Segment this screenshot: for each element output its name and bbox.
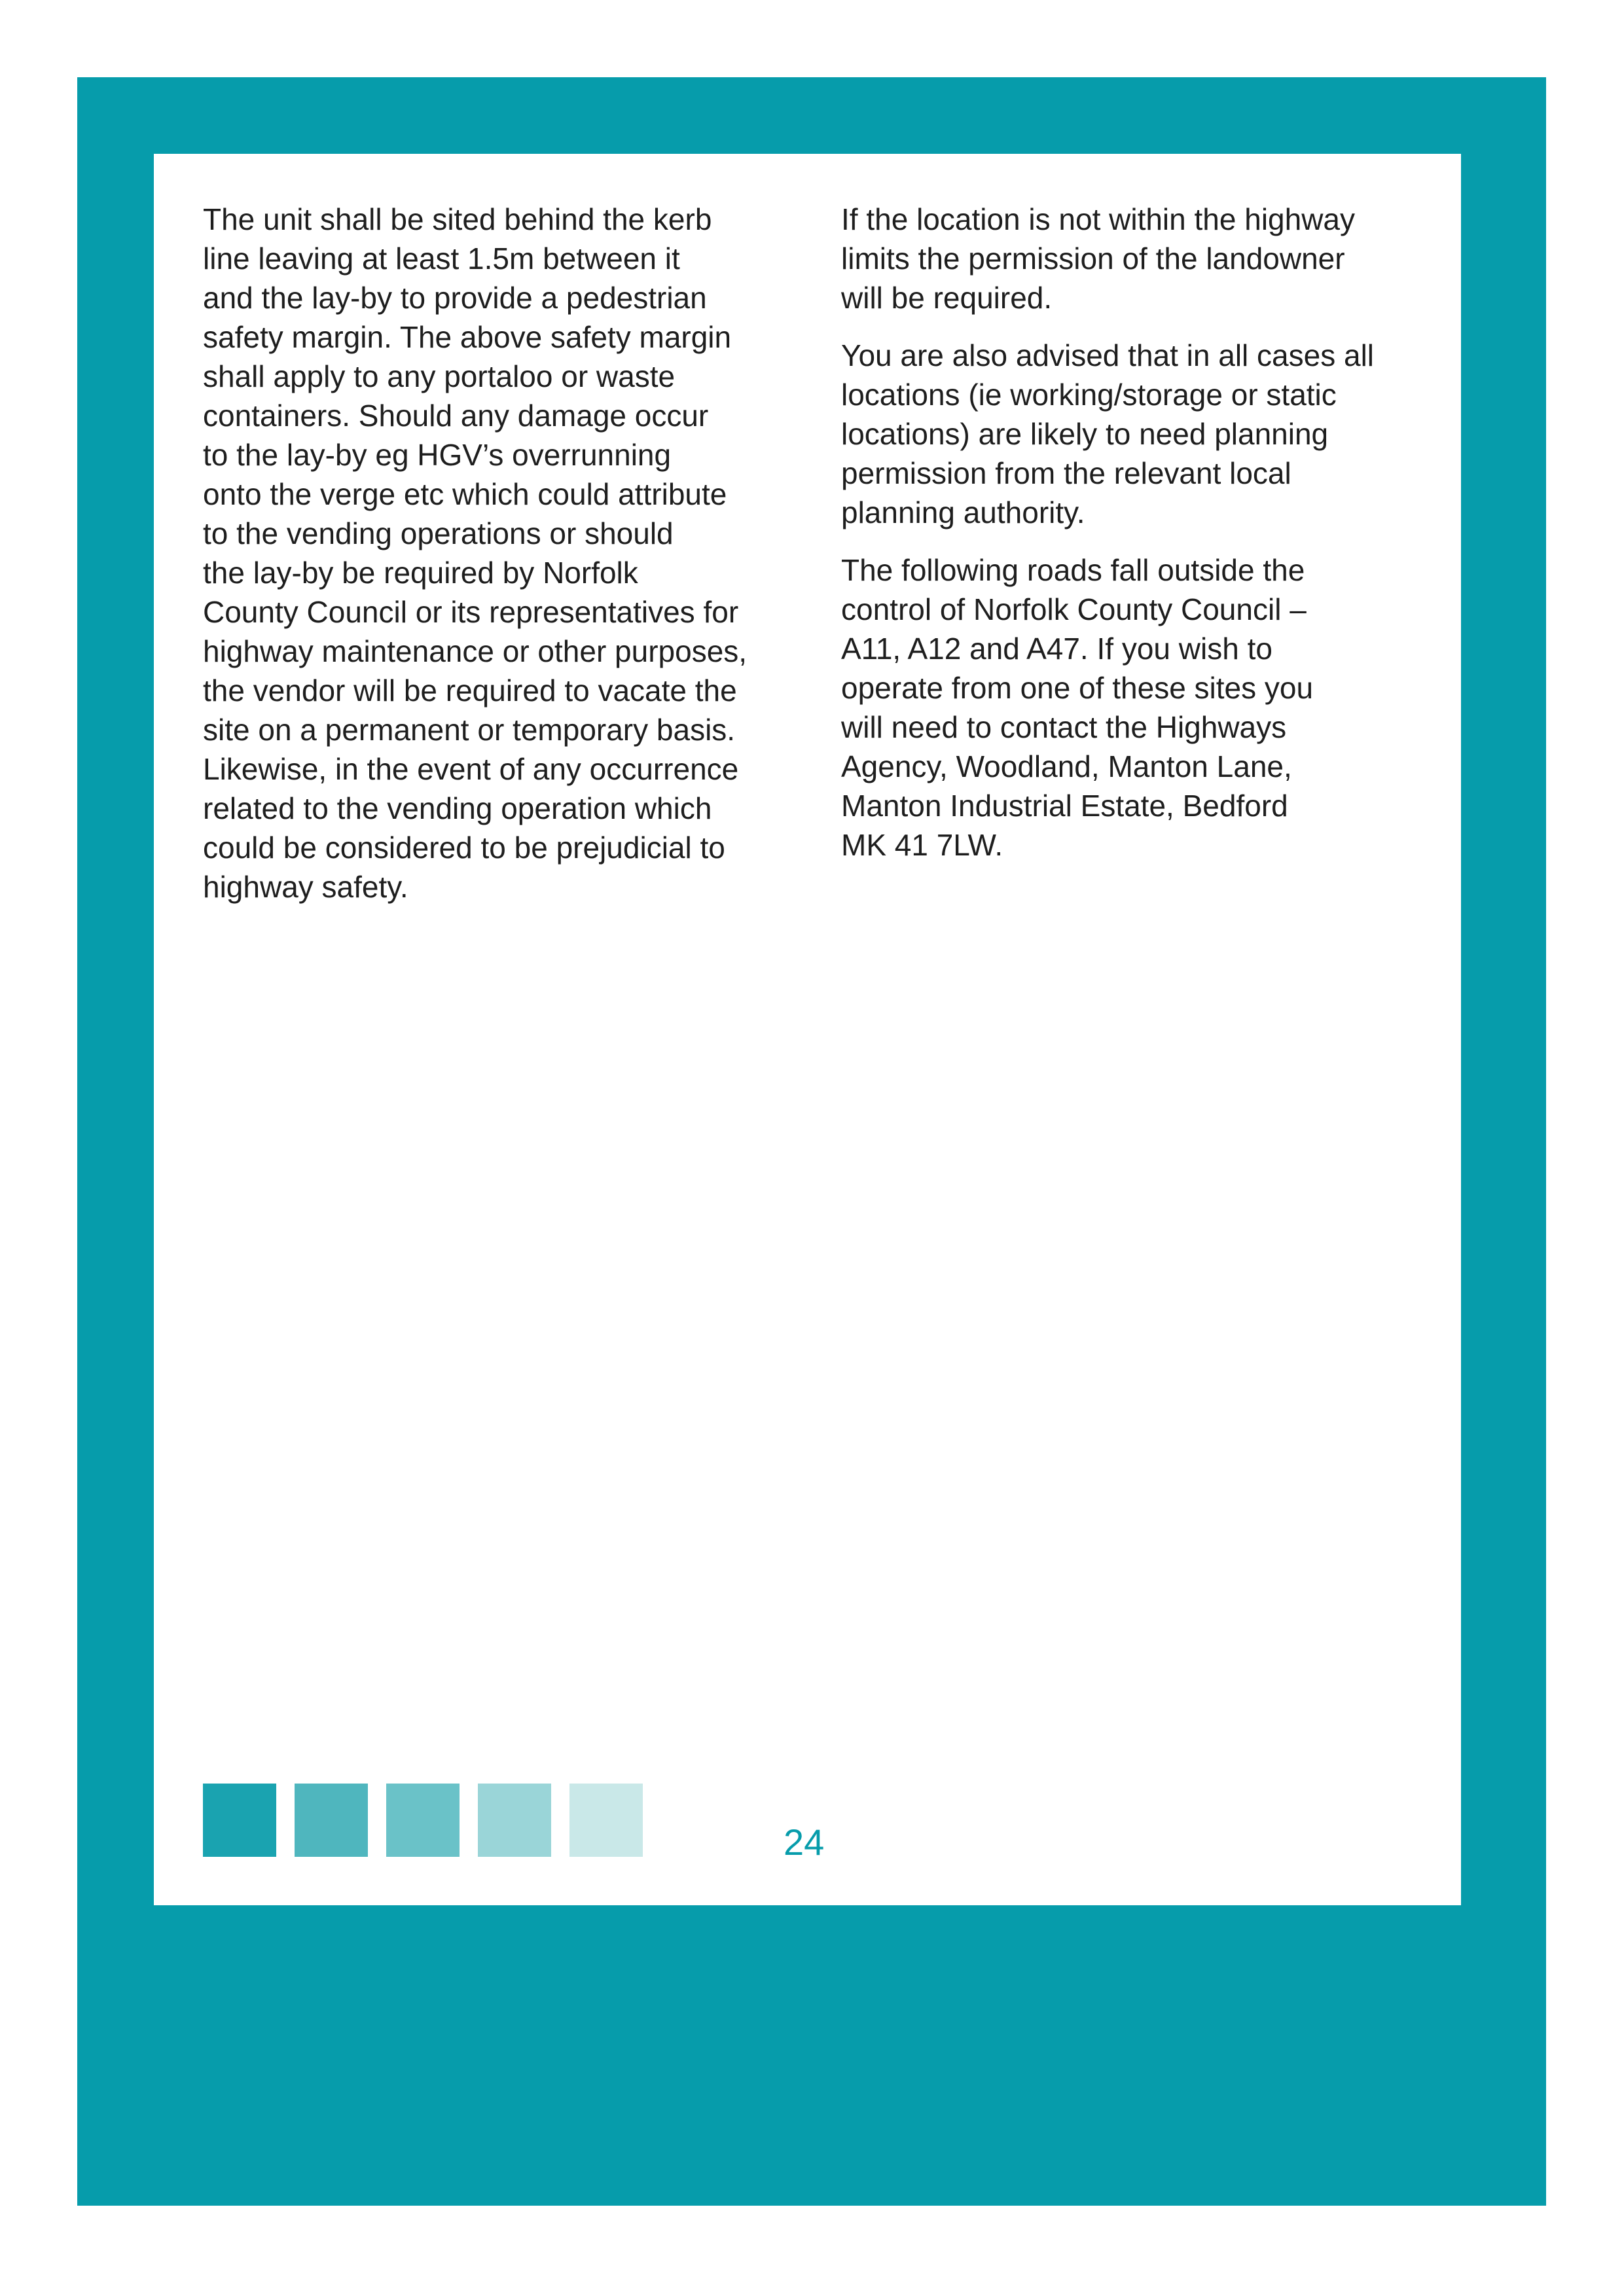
swatch-2 (295, 1784, 368, 1857)
text-line: planning authority. (841, 495, 1085, 529)
page-number: 24 (784, 1821, 825, 1863)
text-line: will need to contact the Highways (841, 710, 1287, 744)
text-line: highway maintenance or other purposes, (203, 634, 748, 668)
text-line: site on a permanent or temporary basis. (203, 713, 736, 747)
swatch-5 (569, 1784, 643, 1857)
left-column (203, 200, 779, 925)
text-line: shall apply to any portaloo or waste (203, 359, 676, 393)
text-line: line leaving at least 1.5m between it (203, 242, 680, 276)
text-line: A11, A12 and A47. If you wish to (841, 632, 1272, 666)
text-line: related to the vending operation which (203, 791, 712, 825)
text-line: safety margin. The above safety margin (203, 320, 732, 354)
right-column (841, 200, 1430, 883)
content-panel (154, 154, 1461, 1905)
text-line: locations (ie working/storage or static (841, 378, 1337, 412)
text-line: The unit shall be sited behind the kerb (203, 202, 712, 236)
swatch-1 (203, 1784, 276, 1857)
text-line: the vendor will be required to vacate the (203, 673, 737, 708)
text-line: could be considered to be prejudicial to (203, 831, 725, 865)
swatch-3 (386, 1784, 460, 1857)
text-line: locations) are likely to need planning (841, 417, 1329, 451)
text-line: Likewise, in the event of any occurrence (203, 752, 739, 786)
paragraph-highways-agency (841, 550, 1430, 865)
swatch-4 (478, 1784, 551, 1857)
paragraph-planning-permission (841, 336, 1430, 532)
text-line: County Council or its representatives for (203, 595, 739, 629)
text-line: control of Norfolk County Council – (841, 592, 1307, 626)
paragraph-landowner-permission (841, 200, 1430, 317)
text-line: If the location is not within the highway (841, 202, 1356, 236)
text-line: will be required. (841, 281, 1053, 315)
text-line: Manton Industrial Estate, Bedford (841, 789, 1288, 823)
text-line: to the vending operations or should (203, 516, 674, 550)
text-line: MK 41 7LW. (841, 828, 1003, 862)
decorative-color-swatches (203, 1784, 727, 1857)
text-line: The following roads fall outside the (841, 553, 1305, 587)
text-line: the lay-by be required by Norfolk (203, 556, 638, 590)
text-line: and the lay-by to provide a pedestrian (203, 281, 707, 315)
text-line: operate from one of these sites you (841, 671, 1314, 705)
text-line: to the lay-by eg HGV’s overrunning (203, 438, 672, 472)
text-line: Agency, Woodland, Manton Lane, (841, 749, 1292, 783)
text-line: limits the permission of the landowner (841, 242, 1345, 276)
text-line: highway safety. (203, 870, 408, 904)
text-line: onto the verge etc which could attribute (203, 477, 727, 511)
text-line: containers. Should any damage occur (203, 399, 709, 433)
paragraph-siting (203, 200, 779, 906)
text-line: permission from the relevant local (841, 456, 1291, 490)
text-line: You are also advised that in all cases all (841, 338, 1375, 372)
